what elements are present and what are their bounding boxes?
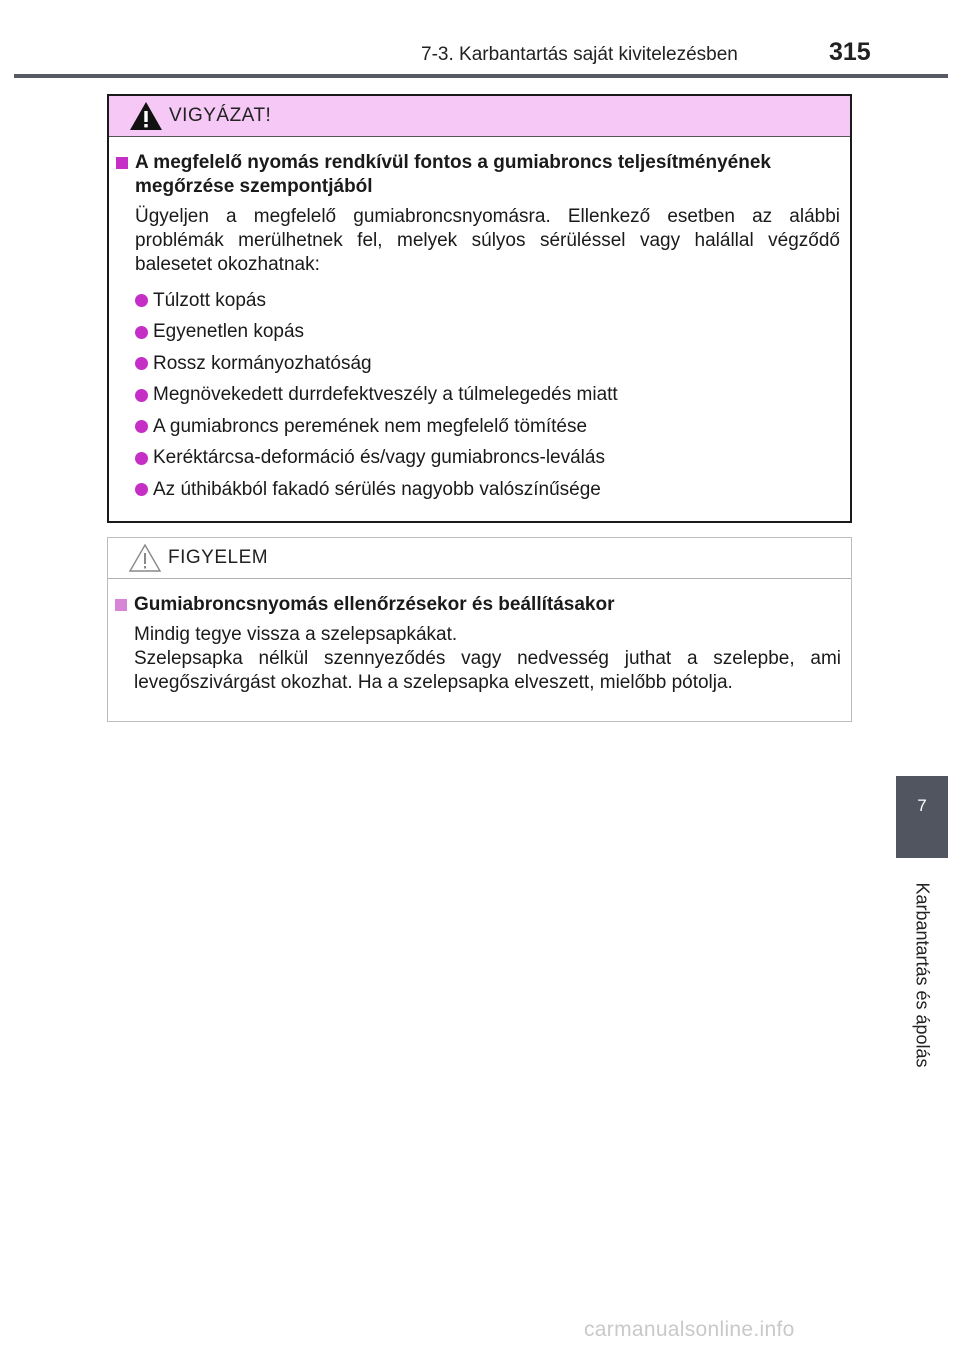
bullet-dot-icon: [135, 326, 148, 339]
warning-triangle-icon: [129, 101, 163, 131]
warning-box: [107, 94, 852, 523]
chapter-tab: [896, 776, 948, 858]
bullet-dot-icon: [135, 483, 148, 496]
list-item-text: Túlzott kopás: [153, 289, 266, 311]
list-item: [135, 380, 840, 412]
notice-box: [107, 537, 852, 722]
notice-line-2: Szelepsapka nélkül szennyeződés vagy nedvesség juthat a szelepbe, ami levegőszivárgást okozhat. Ha a szelepsapka elveszett, mielőbb pótolja.: [134, 648, 841, 693]
chapter-number: 7: [917, 796, 927, 815]
bullet-dot-icon: [135, 357, 148, 370]
notice-box-header: [108, 538, 851, 579]
section-title: 7-3. Karbantartás saját kivitelezésben: [421, 44, 738, 65]
list-item-text: Keréktárcsa-deformáció és/vagy gumiabroncs-leválás: [153, 447, 605, 469]
bullet-dot-icon: [135, 389, 148, 402]
warning-subheading-text: A megfelelő nyomás rendkívül fontos a gumiabroncs teljesítményének megőrzése szempontjából: [135, 152, 771, 197]
list-item-text: Rossz kormányozhatóság: [153, 352, 372, 374]
list-item-text: Egyenetlen kopás: [153, 321, 305, 343]
list-item-text: A gumiabroncs peremének nem megfelelő tömítése: [153, 415, 588, 437]
header-divider: [14, 74, 948, 78]
list-item: [135, 443, 840, 475]
bullet-dot-icon: [135, 294, 148, 307]
square-bullet-icon: [116, 157, 128, 169]
list-item: [135, 474, 840, 506]
warning-subheading: [116, 151, 840, 199]
notice-subheading: [115, 593, 841, 617]
warning-box-header: [109, 96, 850, 137]
list-item: [135, 411, 840, 443]
list-item-text: Az úthibákból fakadó sérülés nagyobb valószínűsége: [153, 478, 601, 500]
list-item-text: Megnövekedett durrdefektveszély a túlmelegedés miatt: [153, 384, 618, 406]
square-bullet-icon: [115, 599, 127, 611]
list-item: [135, 285, 840, 317]
page-number: 315: [829, 38, 871, 66]
bullet-dot-icon: [135, 452, 148, 465]
watermark: carmanualsonline.info: [584, 1318, 795, 1341]
notice-subheading-text: Gumiabroncsnyomás ellenőrzésekor és beállításakor: [134, 594, 615, 615]
warning-paragraph: Ügyeljen a megfelelő gumiabroncsnyomásra. Ellenkező esetben az alábbi problémák merülhetnek fel, melyek súlyos sérüléssel vagy halállal végződő balesetet okozhatnak:: [135, 206, 840, 275]
warning-list: [135, 285, 840, 506]
list-item: [135, 317, 840, 349]
caution-triangle-outline-icon: [128, 543, 162, 573]
list-item: [135, 348, 840, 380]
notice-line-1: Mindig tegye vissza a szelepsapkákat.: [134, 624, 458, 645]
notice-box-title: FIGYELEM: [168, 547, 269, 568]
warning-box-title: VIGYÁZAT!: [169, 105, 272, 126]
bullet-dot-icon: [135, 420, 148, 433]
chapter-label: Karbantartás és ápolás: [912, 882, 933, 1068]
